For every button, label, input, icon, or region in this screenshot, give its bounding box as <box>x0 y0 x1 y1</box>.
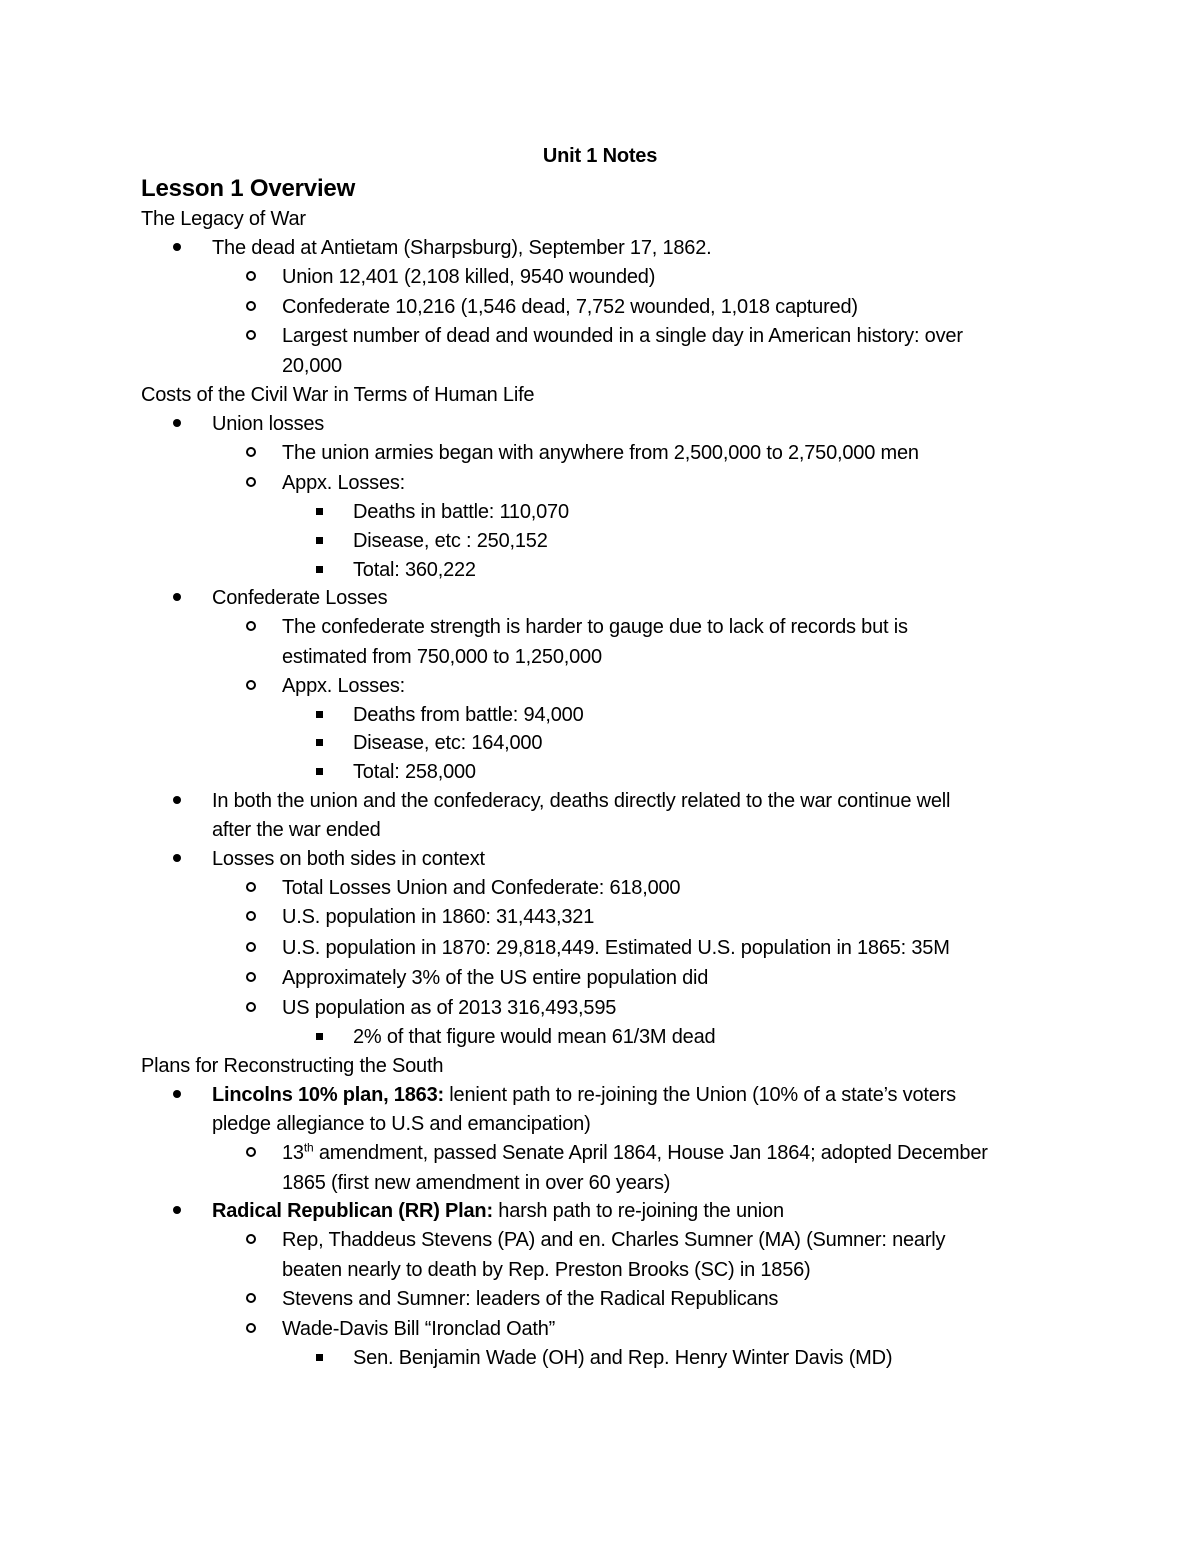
circle-bullet-icon <box>246 672 256 701</box>
square-bullet-icon <box>316 498 323 527</box>
circle-bullet-icon <box>246 1315 256 1344</box>
circle-bullet-icon <box>246 613 256 642</box>
list-item: U.S. population in 1860: 31,443,321 <box>282 906 595 928</box>
section-heading-plans: Plans for Reconstructing the South <box>141 1055 444 1077</box>
list-item-continuation: after the war ended <box>212 819 381 841</box>
square-bullet-icon <box>316 701 323 730</box>
list-item: Appx. Losses: <box>282 472 406 494</box>
list-item: Total: 360,222 <box>353 559 476 581</box>
circle-bullet-icon <box>246 934 256 963</box>
list-item: US population as of 2013 316,493,595 <box>282 997 617 1019</box>
square-bullet-icon <box>316 729 323 758</box>
list-item: Stevens and Sumner: leaders of the Radical Republicans <box>282 1288 779 1310</box>
section-heading-legacy: The Legacy of War <box>141 208 306 230</box>
square-bullet-icon <box>316 1344 323 1373</box>
square-bullet-icon <box>316 527 323 556</box>
list-item-continuation: 1865 (first new amendment in over 60 years) <box>282 1172 671 1194</box>
circle-bullet-icon <box>246 439 256 468</box>
list-item: Deaths from battle: 94,000 <box>353 704 584 726</box>
circle-bullet-icon <box>246 964 256 993</box>
rr-plan-text: harsh path to re-joining the union <box>492 1200 784 1222</box>
list-item: Union losses <box>212 413 325 435</box>
list-item: U.S. population in 1870: 29,818,449. Estimated U.S. population in 1865: 35M <box>282 937 950 959</box>
list-item: The union armies began with anywhere from 2,500,000 to 2,750,000 men <box>282 442 919 464</box>
lincoln-plan-text: lenient path to re-joining the Union (10% of a state’s voters <box>443 1084 956 1106</box>
circle-bullet-icon <box>246 994 256 1023</box>
list-item <box>212 1081 956 1110</box>
list-item: Deaths in battle: 110,070 <box>353 501 569 523</box>
lincoln-plan-label: Lincolns 10% plan, 1863: <box>212 1084 444 1106</box>
circle-bullet-icon <box>246 293 256 322</box>
list-item: Confederate 10,216 (1,546 dead, 7,752 wounded, 1,018 captured) <box>282 296 858 318</box>
amendment-ordinal: th <box>303 1140 314 1155</box>
square-bullet-icon <box>316 556 323 585</box>
list-item: Sen. Benjamin Wade (OH) and Rep. Henry Winter Davis (MD) <box>353 1347 893 1369</box>
square-bullet-icon <box>316 758 323 787</box>
amendment-text: amendment, passed Senate April 1864, House Jan 1864; adopted December <box>313 1142 988 1164</box>
list-item: Union 12,401 (2,108 killed, 9540 wounded) <box>282 266 656 288</box>
bullet-icon <box>173 787 181 816</box>
list-item: Confederate Losses <box>212 587 388 609</box>
list-item: Rep, Thaddeus Stevens (PA) and en. Charles Sumner (MA) (Sumner: nearly <box>282 1229 946 1251</box>
bullet-icon <box>173 845 181 874</box>
bullet-icon <box>173 1081 181 1110</box>
list-item: Disease, etc: 164,000 <box>353 732 543 754</box>
rr-plan-label: Radical Republican (RR) Plan: <box>212 1200 493 1222</box>
list-item: Appx. Losses: <box>282 675 406 697</box>
list-item-continuation: estimated from 750,000 to 1,250,000 <box>282 646 602 668</box>
circle-bullet-icon <box>246 263 256 292</box>
bullet-icon <box>173 234 181 263</box>
bullet-icon <box>173 1197 181 1226</box>
circle-bullet-icon <box>246 874 256 903</box>
list-item: Total Losses Union and Confederate: 618,000 <box>282 877 681 899</box>
amendment-number: 13 <box>282 1142 304 1164</box>
list-item <box>282 1139 988 1168</box>
bullet-icon <box>173 584 181 613</box>
list-item: The dead at Antietam (Sharpsburg), September 17, 1862. <box>212 237 712 259</box>
square-bullet-icon <box>316 1023 323 1052</box>
list-item: In both the union and the confederacy, deaths directly related to the war continue well <box>212 790 951 812</box>
list-item: Total: 258,000 <box>353 761 476 783</box>
list-item: 2% of that figure would mean 61/3M dead <box>353 1026 716 1048</box>
list-item: Losses on both sides in context <box>212 848 485 870</box>
list-item: Disease, etc : 250,152 <box>353 530 548 552</box>
circle-bullet-icon <box>246 469 256 498</box>
lesson-heading: Lesson 1 Overview <box>141 175 356 202</box>
list-item: Approximately 3% of the US entire population did <box>282 967 709 989</box>
list-item-continuation: pledge allegiance to U.S and emancipation) <box>212 1113 591 1135</box>
list-item: Wade-Davis Bill “Ironclad Oath” <box>282 1318 556 1340</box>
page-title: Unit 1 Notes <box>542 145 658 167</box>
bullet-icon <box>173 410 181 439</box>
circle-bullet-icon <box>246 1285 256 1314</box>
list-item: Largest number of dead and wounded in a single day in American history: over <box>282 325 963 347</box>
list-item-continuation: beaten nearly to death by Rep. Preston Brooks (SC) in 1856) <box>282 1259 811 1281</box>
section-heading-costs: Costs of the Civil War in Terms of Human Life <box>141 384 535 406</box>
circle-bullet-icon <box>246 903 256 932</box>
list-item-continuation: 20,000 <box>282 355 342 377</box>
circle-bullet-icon <box>246 1139 256 1168</box>
circle-bullet-icon <box>246 1226 256 1255</box>
list-item: The confederate strength is harder to gauge due to lack of records but is <box>282 616 908 638</box>
list-item <box>212 1197 784 1226</box>
circle-bullet-icon <box>246 322 256 351</box>
